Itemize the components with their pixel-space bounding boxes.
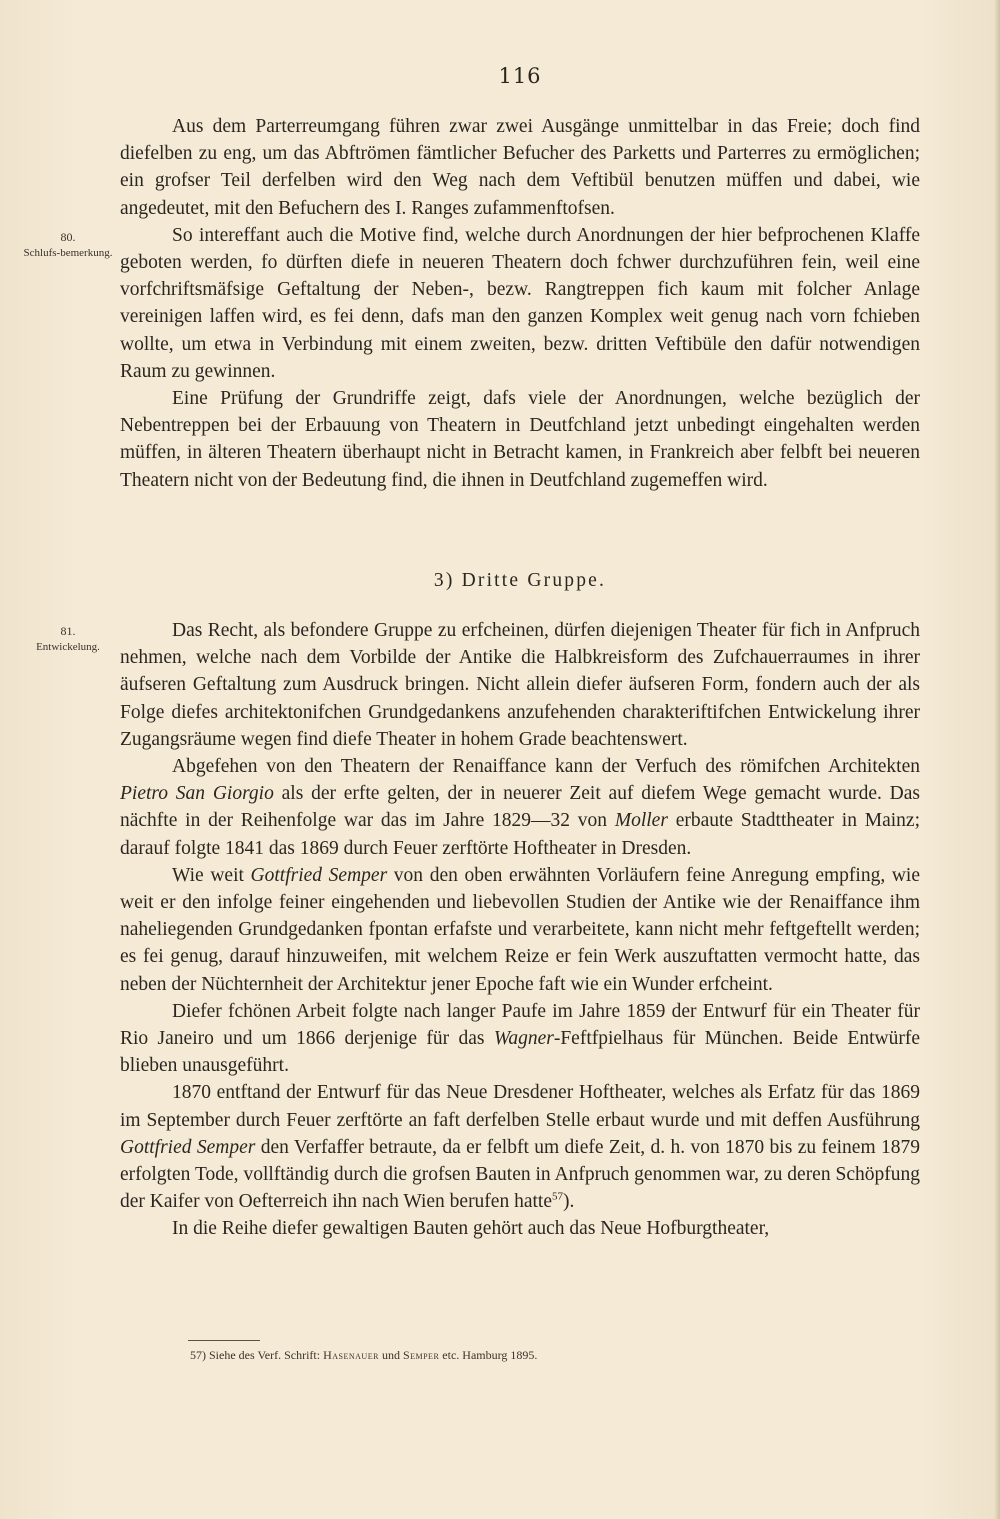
person-name: Wagner [493,1028,554,1050]
text-run: von den oben erwähnten Vorläufern feine Anregung empfing, wie weit er den infolge feiner eingehenden und liebevollen Studien der Antike wie der Renaiffance ihm naheliegenden Grundgedanken fpontan erfafste und verarbeitete, kann nicht mehr feftgeftellt werden; es fei genug, darauf hinzuweifen, mit welchem Reize er fein Werk auszuftatten vermocht hatte, das neben der Nüchternheit der Architektur jener Epoche faft wie ein Wunder erfcheint. [120,864,920,995]
text-run: ). [562,1191,575,1213]
paragraph: Aus dem Parterreumgang führen zwar zwei Ausgänge unmittelbar in das Freie; doch find diefelben zu eng, um das Abftrömen fämtlicher Befucher des Parketts und Parterres zu ermöglichen; ein grofser Teil derfelben wird den Weg nach dem Veftibül benutzen müffen und dabei, wie angedeutet, mit den Befuchern des I. Ranges zufammenftofsen. [120,116,920,219]
person-name: Gottfried Semper [120,1136,256,1158]
text-run: und [378,1348,403,1362]
footnote-mark: 57) [190,1348,206,1362]
text-run: Wie weit [172,864,251,886]
text-run: als der erfte gelten, der in neuerer Zeit auf diefem Wege gemacht wurde. Das nächfte in der Reihenfolge war das im Jahre 1829—32 von [120,783,920,832]
footnote [190,1348,890,1363]
person-name: Moller [614,810,668,832]
text-block-upper [120,113,920,494]
text-run: Diefer fchönen Arbeit folgte nach langer Paufe im Jahre 1859 der Entwurf für ein Theater für Rio Janeiro und um 1866 derjenige für das [120,1000,920,1050]
text-run: Abgefehen von den Theatern der Renaiffance kann der Verfuch des römifchen Architekten [172,756,920,778]
footnote-reference: 57 [551,1190,563,1203]
section-heading: 3) Dritte Gruppe. [433,570,607,591]
margin-note-label: Entwickelung. [36,641,100,653]
text-run: Siehe des Verf. Schrift: [206,1348,324,1362]
text-run: 1870 entftand der Entwurf für das Neue Dresdener Hoftheater, welches als Erfatz für das 1869 im September durch Feuer zerftörte an faft derfelben Stelle erbaut wurde und mit deffen Ausführung [120,1082,920,1131]
text-run: erbaute Stadttheater in Mainz; darauf folgte 1841 das 1869 durch Feuer zerftörte Hoftheater in Dresden. [120,810,920,859]
paragraph: Das Recht, als befondere Gruppe zu erfcheinen, dürfen diejenigen Theater für fich in Anfpruch nehmen, welche nach dem Vorbilde der Antike die Halbkreisform des Zufchauerraumes in ihrer äufseren Geftaltung zum Ausdruck bringen. Nicht allein diefer äufseren Form, fondern auch der als Folge diefes architektonifchen Grundgedankens anzufehenden charakteriftifchen Entwickelung ihrer Zugangsräume wegen find diefe Theater in hohem Grade beachtenswert. [120,620,920,750]
page-edge-shadow [994,0,1000,1519]
margin-note-81 [18,624,118,654]
text-run: etc. Hamburg 1895. [439,1348,538,1362]
margin-note-label: Schlufs-bemerkung. [23,247,113,259]
author-name: Hasenauer [323,1348,379,1362]
margin-note-number: 81. [60,624,76,638]
paragraph [120,998,920,1080]
margin-note-80 [18,230,118,260]
page-number: 116 [498,64,542,88]
margin-note-number: 80. [60,230,76,244]
person-name: Gottfried Semper [250,864,388,886]
paragraph [120,862,920,998]
footnote-rule [188,1340,260,1341]
text-block-lower [120,617,920,1243]
paragraph [120,753,920,862]
paragraph: In die Reihe diefer gewaltigen Bauten gehört auch das Neue Hofburgtheater, [172,1218,770,1240]
text-run: den Verfaffer betraute, da er felbft um diefe Zeit, d. h. von 1870 bis zu feinem 1879 erfolgten Tode, vollftändig durch die grofsen Bauten in Anfpruch genommen war, zu deren Schöpfung der Kaifer von Oefterreich ihn nach Wien berufen hatte [120,1136,920,1213]
paragraph: So intereffant auch die Motive find, welche durch Anordnungen der hier befprochenen Klaffe geboten werden, fo dürften diefe in neueren Theatern doch fchwer durchzuführen fein, weil eine vorfchriftsmäfsige Geftaltung der Neben-, bezw. Rangtreppen fich kaum mit folcher Anlage vereinigen laffen wird, es fei denn, dafs man den ganzen Komplex weit genug nach vorn fchieben wollte, um etwa in Verbindung mit einem zweiten, bezw. dritten Veftibüle den dafür notwendigen Raum zu gewinnen. [120,224,920,382]
author-name: Semper [402,1348,440,1362]
text-run: -Feftfpielhaus für München. Beide Entwürfe blieben unausgeführt. [120,1028,920,1077]
paragraph: Eine Prüfung der Grundriffe zeigt, dafs viele der Anordnungen, welche bezüglich der Nebentreppen bei der Erbauung von Theatern in Deutfchland jetzt unbedingt eingehalten werden müffen, in älteren Theatern überhaupt nicht in Betracht kamen, in Frankreich aber felbft bei neueren Theatern nicht von der Bedeutung find, die ihnen in Deutfchland zugemeffen wird. [120,388,920,491]
person-name: Pietro San Giorgio [120,783,274,805]
paragraph [120,1079,920,1215]
